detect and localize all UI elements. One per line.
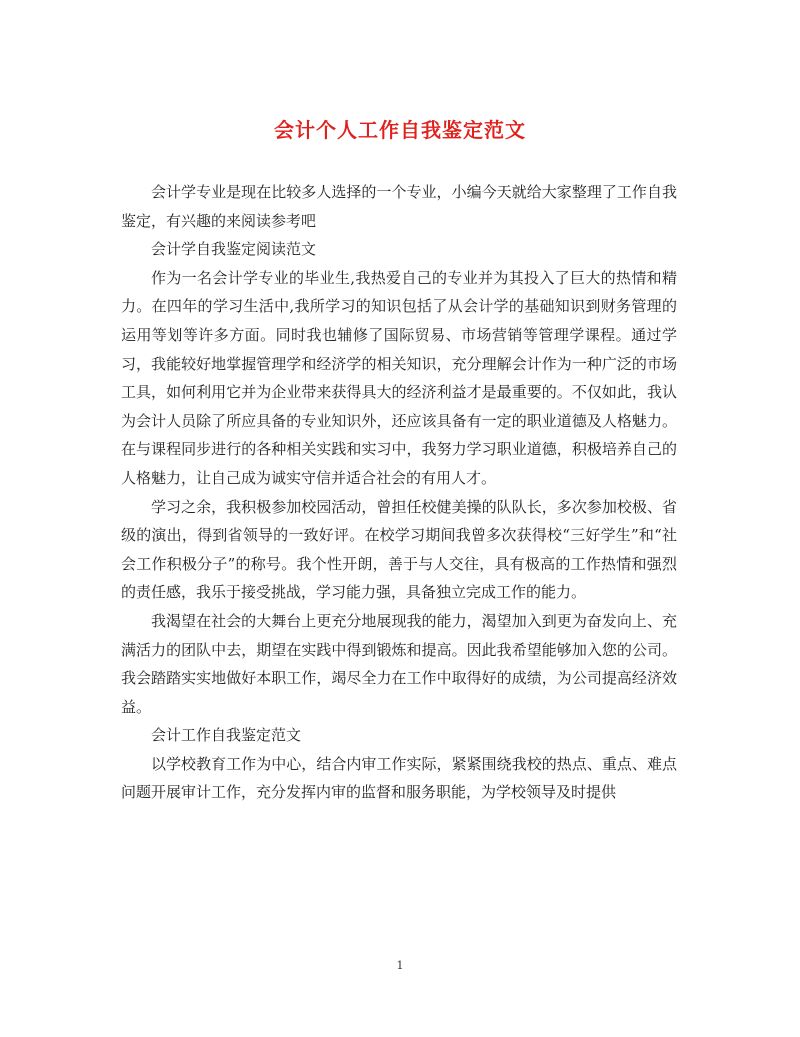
document-body — [121, 178, 677, 807]
paragraph-intro: 会计学专业是现在比较多人选择的一个专业，小编今天就给大家整理了工作自我鉴定，有兴趣的来阅读参考吧 — [121, 183, 677, 230]
paragraph-aspiration: 我渴望在社会的大舞台上更充分地展现我的能力，渴望加入到更为奋发向上、充满活力的团队中去，期望在实践中得到锻炼和提高。因此我希望能够加入您的公司。我会踏踏实实地做好本职工作，竭尽全力在工作中取得好的成绩，为公司提高经济效益。 — [121, 611, 677, 716]
paragraph-graduate: 作为一名会计学专业的毕业生,我热爱自己的专业并为其投入了巨大的热情和精力。在四年的学习生活中,我所学习的知识包括了从会计学的基础知识到财务管理的运用等划等许多方面。同时我也辅修了国际贸易、市场营销等管理学课程。通过学习，我能较好地掌握管理学和经济学的相关知识，充分理解会计作为一种广泛的市场工具，如何利用它并为企业带来获得具大的经济利益才是最重要的。不仅如此，我认为会计人员除了所应具备的专业知识外，还应该具备有一定的职业道德及人格魅力。在与课程同步进行的各种相关实践和实习中，我努力学习职业道德，积极培养自己的人格魅力，让自己成为诚实守信并适合社会的有用人才。 — [121, 268, 677, 487]
paragraph-activities: 学习之余，我积极参加校园活动，曾担任校健美操的队队长，多次参加校极、省级的演出，得到省领导的一致好评。在校学习期间我曾多次获得校“三好学生”和“社会工作积极分子”的称号。我个性开朗，善于与人交往，具有极高的工作热情和强烈的责任感，我乐于接受挑战，学习能力强，具备独立完成工作的能力。 — [121, 497, 677, 602]
paragraph-audit-work: 以学校教育工作为中心，结合内审工作实际，紧紧围绕我校的热点、重点、难点问题开展审计工作，充分发挥内审的监督和服务职能，为学校领导及时提供 — [121, 754, 677, 802]
section-heading-accounting-appraisal: 会计学自我鉴定阅读范文 — [151, 240, 317, 259]
document-title: 会计个人工作自我鉴定范文 — [274, 118, 526, 142]
section-heading-work-appraisal: 会计工作自我鉴定范文 — [151, 726, 302, 745]
page-number: 1 — [396, 959, 404, 972]
